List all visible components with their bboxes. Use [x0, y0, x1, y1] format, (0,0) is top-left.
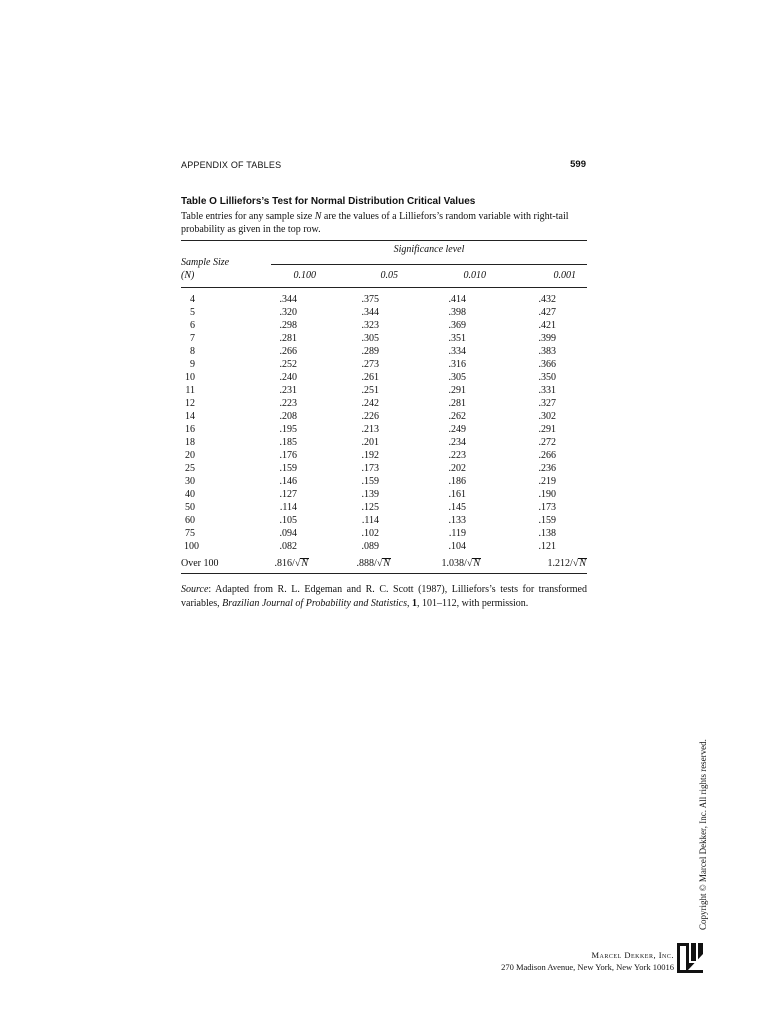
sample-size-cell: 7 — [190, 333, 195, 345]
table-row — [181, 319, 587, 332]
sample-size-cell: 4 — [190, 294, 195, 305]
page-number: 599 — [570, 159, 586, 170]
critical-value-005: .201 — [361, 437, 379, 449]
sample-size-cell: 11 — [185, 385, 195, 397]
table-row — [181, 475, 587, 488]
critical-value-0001: .173 — [538, 502, 556, 514]
critical-value-005: .226 — [361, 411, 379, 423]
critical-value-0001: .331 — [538, 385, 556, 397]
critical-value-0001: .302 — [538, 411, 556, 423]
table-row — [181, 540, 587, 553]
critical-value-0010: .414 — [448, 294, 466, 305]
over-100-value-005 — [339, 558, 391, 569]
coefficient: 1.038/ — [441, 558, 467, 569]
critical-value-0010: .262 — [448, 411, 466, 423]
over-100-label: Over 100 — [181, 558, 219, 569]
caption-text-2: are the values of a Lilliefors’s random variable with right-tail probability as given in the top row. — [181, 211, 569, 235]
publisher-address: 270 Madison Avenue, New York, New York 10016 — [501, 962, 674, 972]
critical-value-005: .159 — [361, 476, 379, 488]
sample-size-header: Sample Size — [181, 257, 230, 268]
critical-value-0100: .105 — [279, 515, 297, 527]
publisher-logo-icon — [676, 940, 706, 974]
critical-value-0001: .366 — [538, 359, 556, 371]
caption-text-1: Table entries for any sample size — [181, 211, 315, 222]
table-row — [181, 332, 587, 345]
critical-value-0100: .195 — [279, 424, 297, 436]
table-row — [181, 423, 587, 436]
critical-value-0100: .266 — [279, 346, 297, 358]
critical-value-0010: .316 — [448, 359, 466, 371]
source-journal: Brazilian Journal of Probability and Statistics — [222, 597, 408, 609]
critical-value-0010: .186 — [448, 476, 466, 488]
source-text-3: , 101–112, with permission. — [417, 597, 529, 609]
critical-value-0100: .146 — [279, 476, 297, 488]
critical-value-0001: .272 — [538, 437, 556, 449]
critical-value-005: .139 — [361, 489, 379, 501]
significance-level-header: Significance level — [393, 244, 465, 255]
table-body — [181, 293, 587, 553]
critical-value-005: .251 — [361, 385, 379, 397]
sample-size-cell: 16 — [185, 424, 195, 436]
critical-value-0001: .383 — [538, 346, 556, 358]
table-row — [181, 384, 587, 397]
copyright-notice: Copyright © Marcel Dekker, Inc. All rights reserved. — [698, 739, 708, 930]
critical-value-0100: .176 — [279, 450, 297, 462]
table-top-rule — [181, 240, 587, 241]
over-100-value-0001 — [511, 558, 587, 569]
critical-value-0010: .104 — [448, 541, 466, 553]
critical-value-0010: .281 — [448, 398, 466, 410]
sample-size-cell: 5 — [190, 307, 195, 319]
source-note — [181, 583, 587, 610]
table-row — [181, 436, 587, 449]
critical-value-005: .125 — [361, 502, 379, 514]
critical-value-0001: .399 — [538, 333, 556, 345]
critical-value-0100: .344 — [279, 294, 297, 305]
critical-value-0100: .281 — [279, 333, 297, 345]
critical-value-0001: .291 — [538, 424, 556, 436]
table-row — [181, 527, 587, 540]
sample-size-cell: 9 — [190, 359, 195, 371]
critical-value-005: .273 — [361, 359, 379, 371]
sqrt-symbol: √ — [376, 558, 383, 569]
critical-value-0010: .145 — [448, 502, 466, 514]
critical-value-005: .114 — [361, 515, 379, 527]
table-row — [181, 293, 587, 306]
critical-value-005: .242 — [361, 398, 379, 410]
sample-size-cell: 18 — [185, 437, 195, 449]
sample-size-cell: 60 — [185, 515, 195, 527]
critical-value-0010: .369 — [448, 320, 466, 332]
critical-value-0001: .350 — [538, 372, 556, 384]
source-label: Source — [181, 584, 209, 595]
critical-value-0100: .231 — [279, 385, 297, 397]
radicand: N — [301, 558, 308, 569]
critical-value-005: .173 — [361, 463, 379, 475]
critical-value-0010: .133 — [448, 515, 466, 527]
critical-value-005: .261 — [361, 372, 379, 384]
table-row-over-100 — [181, 556, 587, 572]
critical-value-0010: .291 — [448, 385, 466, 397]
critical-value-0010: .398 — [448, 307, 466, 319]
table-bottom-rule — [181, 573, 587, 574]
critical-value-0001: .121 — [538, 541, 556, 553]
table-row — [181, 488, 587, 501]
critical-value-0010: .249 — [448, 424, 466, 436]
critical-value-0100: .159 — [279, 463, 297, 475]
sample-size-cell: 40 — [185, 489, 195, 501]
critical-value-0010: .334 — [448, 346, 466, 358]
sample-size-cell: 8 — [190, 346, 195, 358]
column-header-0010: 0.010 — [463, 270, 486, 281]
sample-size-cell: 10 — [185, 372, 195, 384]
sample-size-cell: 12 — [185, 398, 195, 410]
critical-value-0100: .240 — [279, 372, 297, 384]
critical-value-0100: .127 — [279, 489, 297, 501]
sample-size-cell: 100 — [184, 541, 199, 553]
critical-value-0010: .202 — [448, 463, 466, 475]
over-100-value-0010 — [421, 558, 481, 569]
table-row — [181, 397, 587, 410]
table-row — [181, 449, 587, 462]
coefficient: 1.212/ — [547, 558, 573, 569]
column-header-005: 0.05 — [380, 270, 398, 281]
coefficient: .816/ — [274, 558, 295, 569]
critical-value-0100: .320 — [279, 307, 297, 319]
critical-value-0100: .185 — [279, 437, 297, 449]
sample-size-cell: 25 — [185, 463, 195, 475]
table-row — [181, 462, 587, 475]
sample-size-cell: 75 — [185, 528, 195, 540]
column-header-0100: 0.100 — [293, 270, 316, 281]
critical-value-005: .323 — [361, 320, 379, 332]
table-row — [181, 501, 587, 514]
critical-value-005: .102 — [361, 528, 379, 540]
running-head: APPENDIX OF TABLES — [181, 160, 282, 170]
critical-value-005: .305 — [361, 333, 379, 345]
critical-value-0001: .432 — [538, 294, 556, 305]
table-row — [181, 306, 587, 319]
sqrt-symbol: √ — [294, 558, 301, 569]
over-100-value-0100 — [257, 558, 309, 569]
critical-value-005: .089 — [361, 541, 379, 553]
critical-value-0001: .427 — [538, 307, 556, 319]
critical-value-0001: .266 — [538, 450, 556, 462]
table-caption — [181, 210, 591, 236]
sqrt-symbol: √ — [466, 558, 473, 569]
significance-rule — [271, 264, 587, 265]
publisher-name: Marcel Dekker, Inc. — [591, 950, 674, 960]
critical-value-0100: .298 — [279, 320, 297, 332]
critical-value-0001: .219 — [538, 476, 556, 488]
critical-value-0100: .114 — [279, 502, 297, 514]
table-title: Table O Lilliefors’s Test for Normal Distribution Critical Values — [181, 196, 476, 207]
sample-size-cell: 30 — [185, 476, 195, 488]
critical-value-005: .213 — [361, 424, 379, 436]
critical-value-0100: .082 — [279, 541, 297, 553]
critical-value-0100: .252 — [279, 359, 297, 371]
header-bottom-rule — [181, 287, 587, 288]
radicand: N — [473, 558, 480, 569]
table-row — [181, 514, 587, 527]
sample-size-cell: 6 — [190, 320, 195, 332]
table-row — [181, 410, 587, 423]
column-header-0001: 0.001 — [553, 270, 576, 281]
source-text-2: , — [407, 597, 413, 609]
radicand: N — [383, 558, 390, 569]
table-row — [181, 345, 587, 358]
sqrt-symbol: √ — [572, 558, 579, 569]
table-row — [181, 371, 587, 384]
table-row — [181, 358, 587, 371]
source-volume: 1 — [412, 597, 418, 609]
critical-value-0100: .094 — [279, 528, 297, 540]
critical-value-0001: .236 — [538, 463, 556, 475]
critical-value-005: .192 — [361, 450, 379, 462]
critical-value-0100: .223 — [279, 398, 297, 410]
critical-value-0001: .138 — [538, 528, 556, 540]
critical-value-005: .289 — [361, 346, 379, 358]
critical-value-0010: .161 — [448, 489, 466, 501]
critical-value-0010: .119 — [448, 528, 466, 540]
critical-value-0010: .223 — [448, 450, 466, 462]
sample-size-cell: 50 — [185, 502, 195, 514]
critical-value-005: .344 — [361, 307, 379, 319]
coefficient: .888/ — [356, 558, 377, 569]
critical-value-0001: .159 — [538, 515, 556, 527]
critical-value-0010: .234 — [448, 437, 466, 449]
critical-value-0001: .421 — [538, 320, 556, 332]
sample-size-cell: 20 — [185, 450, 195, 462]
critical-value-0001: .190 — [538, 489, 556, 501]
critical-value-0010: .305 — [448, 372, 466, 384]
sample-size-n-header: (N) — [181, 270, 195, 281]
sample-size-cell: 14 — [185, 411, 195, 423]
caption-variable: N — [314, 211, 322, 222]
critical-value-005: .375 — [361, 294, 379, 305]
source-text-1: : Adapted from R. L. Edgeman and R. C. Scott (1987), Lilliefors’s tests for transformed variables, — [181, 584, 587, 609]
critical-value-0100: .208 — [279, 411, 297, 423]
radicand: N — [579, 558, 586, 569]
critical-value-0001: .327 — [538, 398, 556, 410]
critical-value-0010: .351 — [448, 333, 466, 345]
